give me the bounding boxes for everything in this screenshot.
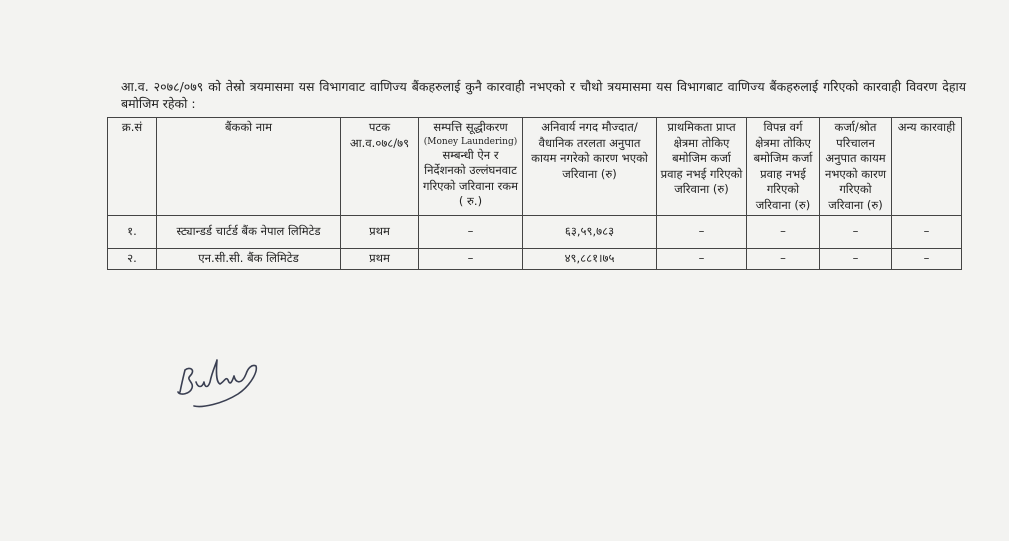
- intro-paragraph: आ.व. २०७८/०७९ को तेस्रो त्रयमासमा यस विभागवाट वाणिज्य बैंकहरुलाई कुनै कारवाही नभएको र चौथो त्रयमासमा यस विभागबाट वाणिज्य बैंकहरुलाई गरिएको कारवाही विवरण देहाय बमोजिम रहेको :: [121, 79, 966, 111]
- cell-other: –: [892, 249, 962, 270]
- cell-priority: –: [657, 249, 747, 270]
- header-priority-sector-penalty: प्राथमिकता प्राप्त क्षेत्रमा तोकिए बमोजिम कर्जा प्रवाह नभई गरिएको जरिवाना (रु): [657, 118, 747, 216]
- cell-serial: २.: [108, 249, 157, 270]
- cell-other: –: [892, 216, 962, 249]
- penalty-table: [107, 117, 962, 270]
- cell-period: प्रथम: [341, 249, 419, 270]
- cell-crr: ४९,८८१।७५: [523, 249, 657, 270]
- cell-priority: –: [657, 216, 747, 249]
- header-money-laundering-post: सम्बन्धी ऐन र निर्देशनको उल्लंघनवाट गरिएको जरिवाना रकम ( रु.): [423, 147, 518, 208]
- cell-ratio: –: [820, 249, 892, 270]
- header-money-laundering-pre: सम्पत्ति सूद्धीकरण: [433, 120, 508, 134]
- cell-ratio: –: [820, 216, 892, 249]
- header-other-action: अन्य कारवाही: [892, 118, 962, 216]
- header-serial: क्र.सं: [108, 118, 157, 216]
- header-crr-penalty: अनिवार्य नगद मौज्दात/ वैधानिक तरलता अनुपात कायम नगरेको कारण भएको जरिवाना (रु): [523, 118, 657, 216]
- header-money-laundering: [419, 118, 523, 216]
- header-money-laundering-en: (Money Laundering): [423, 136, 518, 147]
- cell-deprived: –: [747, 249, 820, 270]
- header-bank-name: बैंकको नाम: [157, 118, 341, 216]
- table-row: [108, 216, 962, 249]
- handwritten-signature: [172, 352, 267, 412]
- cell-period: प्रथम: [341, 216, 419, 249]
- header-credit-ratio-penalty: कर्जा/श्रोत परिचालन अनुपात कायम नभएको कारण गरिएको जरिवाना (रु): [820, 118, 892, 216]
- cell-laundering: –: [419, 249, 523, 270]
- header-period: पटक आ.व.०७८/७९: [341, 118, 419, 216]
- cell-serial: १.: [108, 216, 157, 249]
- cell-bank-name: एन.सी.सी. बैंक लिमिटेड: [157, 249, 341, 270]
- header-deprived-sector-penalty: विपन्न वर्ग क्षेत्रमा तोकिए बमोजिम कर्जा प्रवाह नभई गरिएको जरिवाना (रु): [747, 118, 820, 216]
- cell-crr: ६३,५९,७८३: [523, 216, 657, 249]
- cell-bank-name: स्ट्यान्डर्ड चार्टर्ड बैंक नेपाल लिमिटेड: [157, 216, 341, 249]
- table-header-row: [108, 118, 962, 216]
- cell-laundering: –: [419, 216, 523, 249]
- cell-deprived: –: [747, 216, 820, 249]
- table-row: [108, 249, 962, 270]
